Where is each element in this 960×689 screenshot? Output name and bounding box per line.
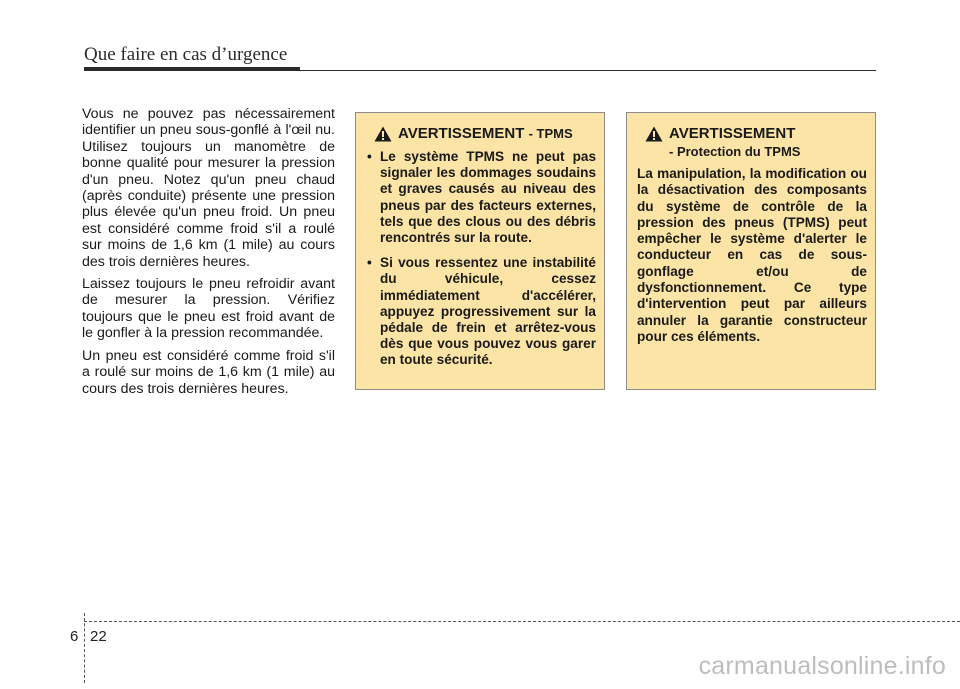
footer-vertical-rule — [84, 613, 85, 683]
warning-title: AVERTISSEMENT — [398, 125, 525, 142]
warning-title: AVERTISSEMENT — [669, 125, 796, 142]
paragraph-cool-tire: Laissez toujours le pneu refroidir avant de mesurer la pression. Vérifiez toujours que le pneu est froid avant de le gonfler à la pression recommandée. — [82, 276, 335, 342]
warning-subtitle: - TPMS — [528, 126, 573, 141]
left-column-text — [82, 106, 335, 403]
warning-subtitle: - Protection du TPMS — [669, 144, 801, 159]
chapter-number: 6 — [70, 628, 79, 645]
page-number: 22 — [90, 628, 107, 645]
warning-heading — [374, 125, 596, 143]
warning-box-tpms — [355, 112, 605, 390]
warning-heading — [645, 125, 867, 143]
warning-bullet-list — [366, 149, 596, 369]
header-rule-thin — [84, 70, 876, 71]
warning-triangle-icon — [645, 126, 663, 142]
paragraph-tire-pressure: Vous ne pouvez pas nécessairement identifier un pneu sous-gonflé à l'œil nu. Utilisez toujours un manomètre de bonne qualité pour mesurer la pression d'un pneu. Notez qu'un pneu chaud (après conduite) présente une pression plus élevée qu'un pneu froid. Un pneu est considéré comme froid s'il a roulé sur moins de 1,6 km (1 mile) au cours des trois dernières heures. — [82, 106, 335, 270]
paragraph-cold-tire-definition: Un pneu est considéré comme froid s'il a roulé sur moins de 1,6 km (1 mile) au cours des trois dernières heures. — [82, 347, 335, 397]
warning-box-tpms-protection — [626, 112, 876, 390]
page-header-title: Que faire en cas d’urgence — [84, 44, 288, 65]
warning-bullet: • Si vous ressentez une instabilité du véhicule, cessez immédiatement d'accélérer, appuyez progressivement sur la pédale de frein et arrêtez-vous dès que vous pouvez vous garer en toute sécurité. — [366, 255, 596, 368]
footer-horizontal-rule — [84, 621, 960, 622]
warning-body: La manipulation, la modification ou la désactivation des composants du système de contrôle de la pression des pneus (TPMS) peut empêcher le système d'alerter le conducteur en cas de sous-gonflage et/ou de dysfonctionnement. Ce type d'intervention peut par ailleurs annuler la garantie constructeur pour ces éléments. — [637, 166, 867, 344]
watermark: carmanualsonline.info — [698, 652, 946, 680]
warning-bullet: • Le système TPMS ne peut pas signaler les dommages soudains et graves causés au niveau des pneus par des facteurs externes, tels que des clous ou des débris rencontrés sur la route. — [366, 149, 596, 246]
warning-triangle-icon — [374, 126, 392, 142]
